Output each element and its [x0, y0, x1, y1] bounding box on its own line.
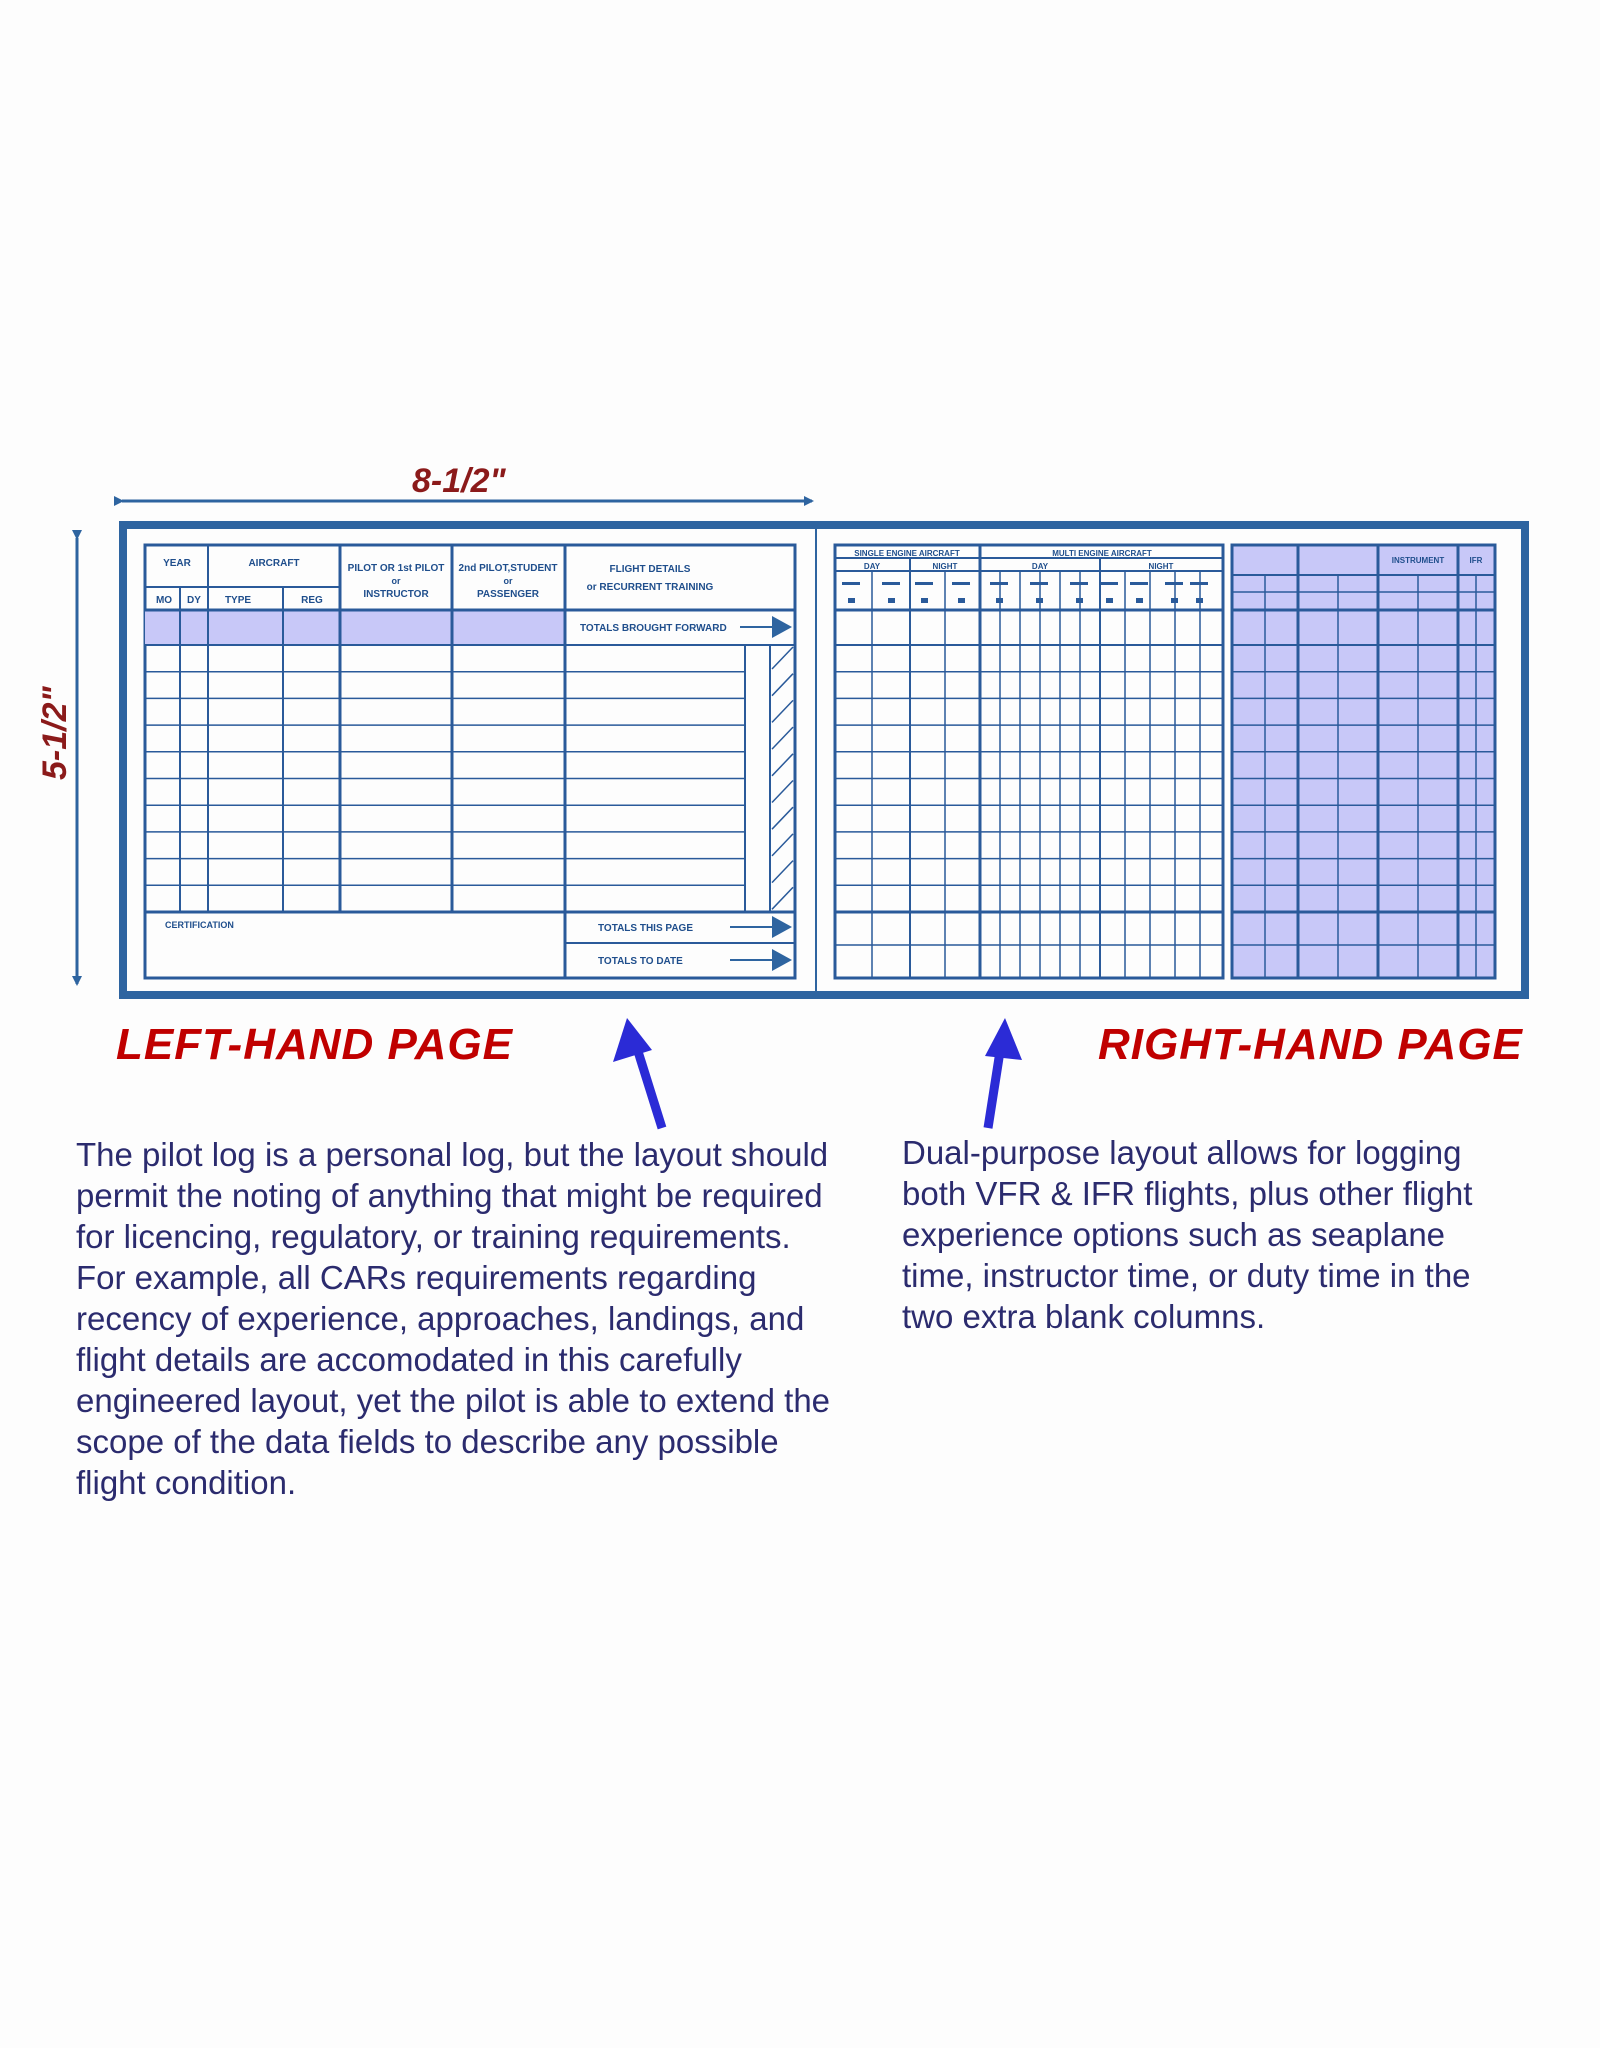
subheader-mark	[1130, 582, 1148, 585]
height-dimension-label: 5-1/2"	[36, 686, 74, 780]
subheader-mark	[1070, 582, 1088, 585]
header-pilot1-line1: PILOT OR 1st PILOT	[347, 563, 445, 574]
certification-label: CERTIFICATION	[165, 920, 234, 930]
subheader-mark	[1136, 598, 1143, 603]
subheader-mark	[1106, 598, 1113, 603]
subheader-mark	[1190, 582, 1208, 585]
diagonal-slash	[772, 727, 793, 749]
header-pilot1-line3: INSTRUCTOR	[363, 589, 429, 600]
subheader-mark	[1030, 582, 1048, 585]
subheader-mark	[1171, 598, 1178, 603]
right-pointer-arrow	[985, 1018, 1022, 1128]
subheader-mark	[958, 598, 965, 603]
totals-this-page-label: TOTALS THIS PAGE	[598, 923, 694, 934]
totals-brought-forward-label: TOTALS BROUGHT FORWARD	[580, 623, 727, 634]
header-mo: MO	[155, 595, 173, 606]
header-dy: DY	[187, 595, 201, 606]
right-page-columns	[872, 571, 1200, 978]
subheader-mark	[1196, 598, 1203, 603]
left-description: The pilot log is a personal log, but the layout should permit the noting of anything that might be required for licencing, regulatory, or training requirements. For example, all CARs requirements regarding recency of experience, approaches, landings, and flight details are accomodated in this carefully engineered layout, yet the pilot is able to extend the scope of the data fields to describe any possible flight condition.	[76, 1136, 831, 1501]
subheader-mark	[848, 598, 855, 603]
diagonal-slash	[772, 781, 793, 803]
right-page-subheader-marks	[842, 582, 1208, 603]
header-flight-details-line1: FLIGHT DETAILS	[609, 564, 691, 575]
header-single-engine: SINGLE ENGINE AIRCRAFT	[854, 549, 960, 558]
subheader-mark	[915, 582, 933, 585]
header-reg: REG	[301, 595, 323, 606]
header-aircraft: AIRCRAFT	[248, 558, 300, 569]
width-dimension-label: 8-1/2"	[412, 462, 506, 500]
subheader-mark	[1076, 598, 1083, 603]
diagonal-slash	[772, 674, 793, 696]
header-se-day: DAY	[863, 562, 881, 571]
header-instrument: INSTRUMENT	[1391, 556, 1445, 565]
header-multi-engine: MULTI ENGINE AIRCRAFT	[1052, 549, 1152, 558]
diagonal-slash	[772, 834, 793, 856]
header-se-night: NIGHT	[932, 562, 958, 571]
diagonal-slash	[772, 700, 793, 722]
header-me-day: DAY	[1031, 562, 1049, 571]
header-me-night: NIGHT	[1148, 562, 1174, 571]
subheader-mark	[882, 582, 900, 585]
diagonal-slash	[772, 647, 793, 669]
subheader-mark	[996, 598, 1003, 603]
left-page-diagonals	[772, 647, 793, 909]
header-pilot2-line1: 2nd PILOT,STUDENT	[458, 563, 558, 574]
right-page-form	[835, 545, 1223, 978]
totals-to-date-label: TOTALS TO DATE	[598, 956, 683, 967]
diagonal-slash	[772, 754, 793, 776]
header-ifr: IFR	[1469, 556, 1483, 565]
header-pilot2-line2: or	[503, 576, 513, 586]
left-pointer-arrow	[613, 1018, 662, 1128]
right-description: Dual-purpose layout allows for logging both VFR & IFR flights, plus other flight experience options such as seaplane time, instructor time, or duty time in the two extra blank columns.	[902, 1134, 1473, 1335]
subheader-mark	[990, 582, 1008, 585]
subheader-mark	[1036, 598, 1043, 603]
left-page-form	[145, 545, 795, 978]
right-page-label: RIGHT-HAND PAGE	[1098, 1020, 1523, 1069]
left-page-label: LEFT-HAND PAGE	[116, 1020, 513, 1069]
subheader-mark	[888, 598, 895, 603]
left-page-rows	[145, 672, 745, 886]
diagonal-slash	[772, 887, 793, 909]
right-page-rows	[835, 672, 1223, 945]
header-pilot1-line2: or	[391, 576, 401, 586]
diagonal-slash	[772, 861, 793, 883]
subheader-mark	[1165, 582, 1183, 585]
subheader-mark	[952, 582, 970, 585]
subheader-mark	[842, 582, 860, 585]
header-type: TYPE	[224, 595, 252, 606]
header-year: YEAR	[163, 558, 191, 569]
header-flight-details-line2: or RECURRENT TRAINING	[586, 582, 714, 593]
subheader-mark	[921, 598, 928, 603]
subheader-mark	[1100, 582, 1118, 585]
diagonal-slash	[772, 807, 793, 829]
header-pilot2-line3: PASSENGER	[476, 589, 540, 600]
